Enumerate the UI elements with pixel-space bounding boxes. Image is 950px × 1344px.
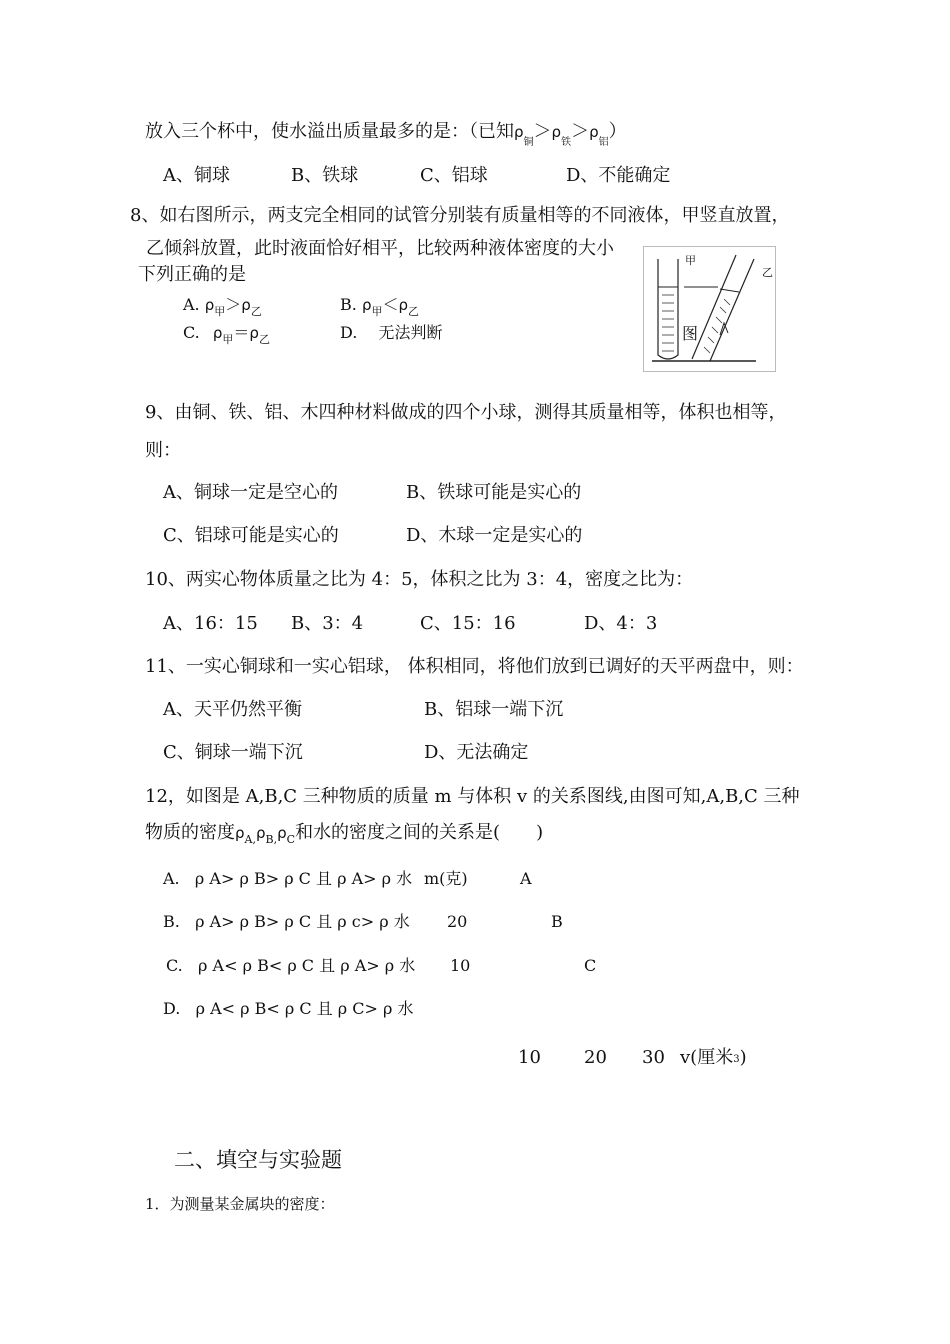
q10-option-d: D、4：3 [584,613,658,634]
liquid-level-yi [720,289,739,292]
q9-option-d: D、木球一定是实心的 [406,525,583,546]
sub-jia: 甲 [214,305,226,318]
test-tubes-diagram [644,247,775,371]
q9-line1: 9、由铜、铁、铝、木四种材料做成的四个小球，测得其质量相等，体积也相等， [145,402,787,423]
q10-stem: 10、两实心物体质量之比为 4：5，体积之比为 3：4，密度之比为： [145,569,694,590]
graph-y-tick-10: 10 [450,956,471,975]
gt-symbol: ＞ [533,121,552,142]
q12-line2 [145,822,543,846]
option-label: C. [166,956,183,975]
lt-symbol: ＜ [382,295,399,314]
sub-copper: 铜 [523,137,534,148]
rho-symbol: ρ [249,324,259,342]
sub-aluminum: 铝 [598,137,609,148]
close-paren: ） [608,121,627,142]
q8-line3: 下列正确的是 [138,264,246,285]
rho-symbol: ρ [514,123,524,141]
option-text: ρ A< ρ B< ρ C 且 ρ C> ρ 水 [195,999,414,1018]
tube-jia [658,259,678,359]
rho-symbol: ρ [398,296,409,314]
option-label: B. [340,295,357,314]
sub-c: C [286,833,296,846]
rho-symbol: ρ [361,296,372,314]
option-text: 无法判断 [378,323,443,342]
q9-option-a: A、铜球一定是空心的 [163,482,338,503]
rho-symbol: ρ [204,296,215,314]
sub-iron: 铁 [561,137,572,148]
q8-option-a [183,294,262,318]
rho-symbol: ρ [235,824,245,842]
graph-x-tick-30: 30 [642,1047,665,1068]
option-label: B. [163,912,180,931]
gt-symbol: ＞ [225,295,242,314]
fig-label-yi: 乙 [762,266,773,279]
q10-option-b: B、3：4 [291,613,364,634]
x-label-close: ) [739,1047,747,1068]
rho-symbol: ρ [241,296,251,314]
rho-symbol: ρ [551,123,562,141]
q11-option-b: B、铝球一端下沉 [424,699,564,720]
rho-symbol: ρ [255,824,266,842]
q12-option-d [163,998,414,1020]
section-title: 二、填空与实验题 [174,1148,342,1172]
q12-option-c [166,955,415,977]
rho-symbol: ρ [589,123,599,141]
q12-line2-pre: 物质的密度 [145,822,235,843]
q9-line2: 则： [145,440,181,461]
option-label: D. [163,999,181,1018]
option-label: D. [340,323,358,342]
fig-label-jia: 甲 [685,254,696,267]
q9-option-b: B、铁球可能是实心的 [406,482,582,503]
q11-stem: 11、一实心铜球和一实心铝球， 体积相同，将他们放到已调好的天平两盘中，则： [145,656,804,677]
option-text: ρ A> ρ B> ρ C 且 ρ c> ρ 水 [195,912,410,931]
option-text: ρ A< ρ B< ρ C 且 ρ A> ρ 水 [198,956,416,975]
sub-yi: 乙 [250,305,262,318]
q8-option-c [183,322,270,346]
graph-line-c-label: C [584,956,597,975]
q11-option-c: C、铜球一端下沉 [163,742,303,763]
q12-line1: 12，如图是 A,B,C 三种物质的质量 m 与体积 v 的关系图线,由图可知,A,B,C 三种 [145,786,800,807]
q7-stem-text: 放入三个杯中，使水溢出质量最多的是：（已知 [145,121,514,142]
x-label-text: v(厘米 [680,1047,734,1068]
q7-option-a: A、铜球 [163,165,230,186]
tube-yi-right [710,259,754,361]
q8-figure-tubes [643,246,776,372]
q11-option-a: A、天平仍然平衡 [163,699,302,720]
tube-yi-left [692,255,736,359]
q8-line1: 8、如右图所示，两支完全相同的试管分别装有质量相等的不同液体，甲竖直放置， [130,205,790,226]
option-text: ρ A> ρ B> ρ C 且 ρ A> ρ 水 [194,869,413,888]
graph-line-a-label: A [520,869,532,888]
option-label: A. [183,295,200,314]
q10-option-c: C、15：16 [420,613,516,634]
q8-option-b [340,294,419,318]
sub-b: B, [265,833,278,846]
q7-option-d: D、不能确定 [566,165,671,186]
q12-line2-post: 和水的密度之间的关系是( ) [295,822,544,843]
graph-x-tick-20: 20 [584,1047,607,1068]
sub-yi: 乙 [258,333,270,346]
q12-option-b [163,911,410,933]
gt-symbol: ＞ [571,121,590,142]
q9-option-c: C、铝球可能是实心的 [163,525,339,546]
sub-jia: 甲 [371,305,383,318]
graph-y-tick-20: 20 [447,912,468,931]
rho-symbol: ρ [212,324,223,342]
q11-option-d: D、无法确定 [424,742,529,763]
q12-option-a [163,868,412,890]
q7-option-c: C、铝球 [420,165,488,186]
q7-option-b: B、铁球 [291,165,359,186]
fig-caption: 图 [682,324,699,343]
q8-option-d [340,322,442,344]
q10-option-a: A、16：15 [163,613,258,634]
graph-x-tick-10: 10 [518,1047,541,1068]
sub-a: A, [244,833,256,846]
option-label: C. [183,323,200,342]
rho-symbol: ρ [277,824,287,842]
sub-yi: 乙 [408,305,420,318]
eq-symbol: ＝ [233,323,250,342]
graph-y-axis-label: m(克) [424,869,468,888]
option-label: A. [163,869,180,888]
section2-item1: 1．为测量某金属块的密度： [145,1195,335,1213]
q7-stem [145,121,627,146]
graph-line-b-label: B [551,912,563,931]
q8-line2: 乙倾斜放置，此时液面恰好相平，比较两种液体密度的大小 [146,238,614,259]
graph-x-axis-label [680,1047,747,1072]
x-label-sup: 3 [733,1054,740,1065]
sub-jia: 甲 [222,333,234,346]
